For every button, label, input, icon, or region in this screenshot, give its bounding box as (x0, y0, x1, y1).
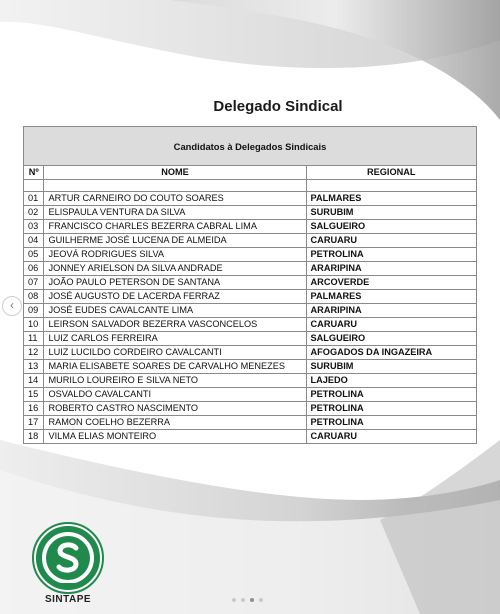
table-header-row (24, 166, 477, 180)
table-row (24, 276, 477, 290)
table-row (24, 248, 477, 262)
cell-num: 11 (24, 332, 44, 346)
cell-name: JOSÉ AUGUSTO DE LACERDA FERRAZ (44, 290, 306, 304)
cell-name: JONNEY ARIELSON DA SILVA ANDRADE (44, 262, 306, 276)
cell-region: PETROLINA (306, 388, 476, 402)
cell-name: LUIZ CARLOS FERREIRA (44, 332, 306, 346)
cell-region: ARCOVERDE (306, 276, 476, 290)
cell-region: PETROLINA (306, 248, 476, 262)
table-row (24, 290, 477, 304)
cell-region: SALGUEIRO (306, 220, 476, 234)
cell-num: 18 (24, 430, 44, 444)
table-row (24, 416, 477, 430)
cell-num: 01 (24, 192, 44, 206)
logo-name: SINTAPE (44, 594, 92, 605)
cell-num: 09 (24, 304, 44, 318)
header-region: REGIONAL (306, 166, 476, 180)
cell-region: PETROLINA (306, 416, 476, 430)
cell-name: JOÃO PAULO PETERSON DE SANTANA (44, 276, 306, 290)
carousel-dot[interactable] (241, 598, 245, 602)
cell-name: MARIA ELISABETE SOARES DE CARVALHO MENEZES (44, 360, 306, 374)
cell-num: 08 (24, 290, 44, 304)
cell-name: GUILHERME JOSÉ LUCENA DE ALMEIDA (44, 234, 306, 248)
cell-region: SURUBIM (306, 360, 476, 374)
cell-name: ELISPAULA VENTURA DA SILVA (44, 206, 306, 220)
header-name: NOME (44, 166, 306, 180)
table-row (24, 262, 477, 276)
cell-name: JOSÉ EUDES CAVALCANTE LIMA (44, 304, 306, 318)
candidates-table (23, 126, 477, 444)
cell-name: ROBERTO CASTRO NASCIMENTO (44, 402, 306, 416)
table-row (24, 220, 477, 234)
carousel-dots (232, 598, 263, 602)
cell-region: SURUBIM (306, 206, 476, 220)
page-title: Delegado Sindical (213, 98, 343, 115)
cell-num: 17 (24, 416, 44, 430)
cell-region: SALGUEIRO (306, 332, 476, 346)
cell-region: LAJEDO (306, 374, 476, 388)
cell-name: FRANCISCO CHARLES BEZERRA CABRAL LIMA (44, 220, 306, 234)
table-row (24, 430, 477, 444)
cell-region: ARARIPINA (306, 304, 476, 318)
cell-num: 02 (24, 206, 44, 220)
cell-name: JEOVÁ RODRIGUES SILVA (44, 248, 306, 262)
table-row (24, 318, 477, 332)
cell-num: 04 (24, 234, 44, 248)
cell-num: 05 (24, 248, 44, 262)
table-row (24, 304, 477, 318)
cell-num: 03 (24, 220, 44, 234)
cell-num: 06 (24, 262, 44, 276)
cell-num: 14 (24, 374, 44, 388)
cell-name: LEIRSON SALVADOR BEZERRA VASCONCELOS (44, 318, 306, 332)
cell-region: CARUARU (306, 430, 476, 444)
carousel-dot[interactable] (259, 598, 263, 602)
sintape-seal-logo-icon (32, 522, 104, 594)
table-row (24, 360, 477, 374)
cell-region: PETROLINA (306, 402, 476, 416)
cell-num: 13 (24, 360, 44, 374)
table-row (24, 402, 477, 416)
cell-num: 07 (24, 276, 44, 290)
table-caption-row (24, 127, 477, 166)
table-row (24, 374, 477, 388)
cell-region: PALMARES (306, 290, 476, 304)
cell-region: ARARIPINA (306, 262, 476, 276)
table-row (24, 234, 477, 248)
cell-region: CARUARU (306, 318, 476, 332)
header-num: Nº (24, 166, 44, 180)
cell-name: VILMA ELIAS MONTEIRO (44, 430, 306, 444)
carousel-prev-arrow-icon[interactable]: ‹ (2, 296, 22, 316)
table-row (24, 346, 477, 360)
cell-name: RAMON COELHO BEZERRA (44, 416, 306, 430)
cell-name: OSVALDO CAVALCANTI (44, 388, 306, 402)
cell-num: 16 (24, 402, 44, 416)
cell-num: 12 (24, 346, 44, 360)
table-caption: Candidatos à Delegados Sindicais (24, 127, 477, 166)
table-row (24, 192, 477, 206)
carousel-dot[interactable] (232, 598, 236, 602)
table-row (24, 206, 477, 220)
cell-num: 15 (24, 388, 44, 402)
cell-num: 10 (24, 318, 44, 332)
table-row (24, 332, 477, 346)
cell-region: PALMARES (306, 192, 476, 206)
cell-name: LUIZ LUCILDO CORDEIRO CAVALCANTI (44, 346, 306, 360)
cell-name: MURILO LOUREIRO E SILVA NETO (44, 374, 306, 388)
table-row (24, 388, 477, 402)
table-spacer-row (24, 180, 477, 192)
cell-name: ARTUR CARNEIRO DO COUTO SOARES (44, 192, 306, 206)
cell-region: CARUARU (306, 234, 476, 248)
cell-region: AFOGADOS DA INGAZEIRA (306, 346, 476, 360)
carousel-dot-active[interactable] (250, 598, 254, 602)
